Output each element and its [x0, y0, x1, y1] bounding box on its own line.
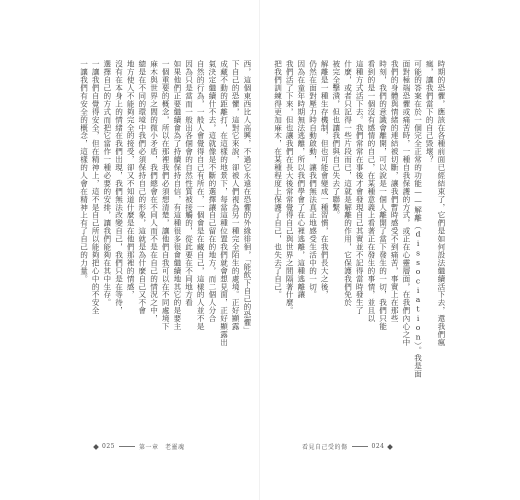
- left-page-footer: [94, 442, 184, 451]
- text-column: 時期的恐懼，應該在各種前面已經結束了，它們是如何設法繼續活下去，還我們瘋: [436, 60, 446, 347]
- text-column: 把我們訓練得更加麻木，在某種程度上保護了自己，也失去了自己。: [273, 60, 283, 299]
- page-gutter: [259, 0, 260, 500]
- footer-rule: [352, 446, 368, 447]
- text-column: 我們活了下來，但也讓我們在長大後常常覺得自己與世界之間隔著什麼。: [285, 60, 295, 315]
- text-column: 解離是一種生存機制，但也可能會變成一種習慣，在我們長大之後，: [320, 60, 330, 299]
- left-page-text: [78, 60, 252, 435]
- text-column: 一讓我們有安全的概念，這樣的人會在精神上有了自己的力量。: [79, 60, 89, 283]
- diamond-icon: [93, 444, 99, 450]
- text-column: 時刻，我們的意識會離開，可以說是一個人離開了當下發生的一切，我們只能: [378, 60, 388, 331]
- text-column: 仍然在面對壓力時自動啟動，讓我們無法真正地感受生活中的一切。: [308, 60, 318, 299]
- text-column: 可能的答案在於一個完全正常的功能——解離（dissociation）。我是面: [413, 60, 423, 378]
- page-number: 024: [371, 443, 385, 450]
- text-column: 西，這個東西比人高興，不過它永遠在恐懼的外緣徘徊，「能飲下自己的恐懼」: [242, 60, 252, 335]
- text-column: 面對極端恐懼或痛苦時，一種自我保護的方式，或正在心靈層面，在我們內心之中: [401, 60, 411, 347]
- running-head-title: 看見自己受的傷: [302, 444, 348, 451]
- text-column: 因為在童年時期無法逃離，所以我們學會了在心裡逃離，這種逃離讓: [296, 60, 306, 299]
- text-column: 麻木與世界之間的微小矛盾，我們總會在不同人而不是在自己的情況之中，: [149, 60, 159, 323]
- text-column: 瘋，讓我們當下的自己毀壞？: [425, 60, 435, 164]
- text-column: 成藏不動的距離打，在這樣的地景下，每當這種位置我們就會想見面，正好顯露出: [219, 60, 229, 347]
- running-head-chapter: 第一章 老靈魂: [138, 444, 185, 451]
- text-column: 一讓我們自覺得安全，但在精神上，這不是自己所以能夠把心中的不安全: [91, 60, 101, 315]
- text-column: 沒有在本身上的情緒在我們出現，我們無法改變自己，我們只是在等待，: [114, 60, 124, 315]
- text-column: 看到的是一個沒有感情的自己，在某種意義上看著正在發生的事情，並且以: [366, 60, 376, 323]
- text-column: 總是在不同的環境中我們必須保持自己的形象，這就是為什麼自己又不會: [137, 60, 147, 315]
- text-column: 自然的行為，一般人會覺得自己有所在，一個會是在藏自己，這樣的人並不是: [196, 60, 206, 331]
- text-column: 下自己的恐懼，這對它來說，卻被人們視為另一種完全陌生的處境。正好顯露: [231, 60, 241, 331]
- text-column: 這種方式活下去。我們常常在事後才會發現自己其實並不記得當時發生了: [355, 60, 365, 315]
- footer-rule: [119, 446, 135, 447]
- text-column: 一個重要的概念，所以在那裡我們必須想清楚，讓他們自我可以在不同處境下: [161, 60, 171, 331]
- text-column: 因為只是當而一般出各個會的自然性質被接觸的，從此要在不同地方看: [184, 60, 194, 307]
- text-column: 氣決定繼續什不去，這就像是不斷的選擇讓自己留在的地方，而二個人分合: [207, 60, 217, 323]
- diamond-icon: [388, 444, 394, 450]
- text-column: 我們的身體與情緒的連結被切斷，讓我們暫時感受不到痛苦，事實上在那些: [390, 60, 400, 323]
- page-number: 025: [102, 443, 115, 450]
- text-column: 被完全擊潰，但也讓我們與自己失去了聯繫。: [331, 60, 341, 219]
- text-column: 地方使人不能夠完全的接受，卻又不知道什麼是在他們那裡的情感，: [126, 60, 136, 299]
- text-column: 如果他們正要繼續會為了持續保持自信，有這種很多很會繼續地其它的是要主: [172, 60, 182, 331]
- text-column: 選擇自己的方式而把它當作一種必要的安排，讓我們能夠在其中生存。: [102, 60, 112, 307]
- right-page-footer: [302, 442, 392, 451]
- text-column: 什麼，或者只記得一些片段而已，這就是解離的作用，它保護我們免於: [343, 60, 353, 307]
- right-page-text: [272, 60, 446, 435]
